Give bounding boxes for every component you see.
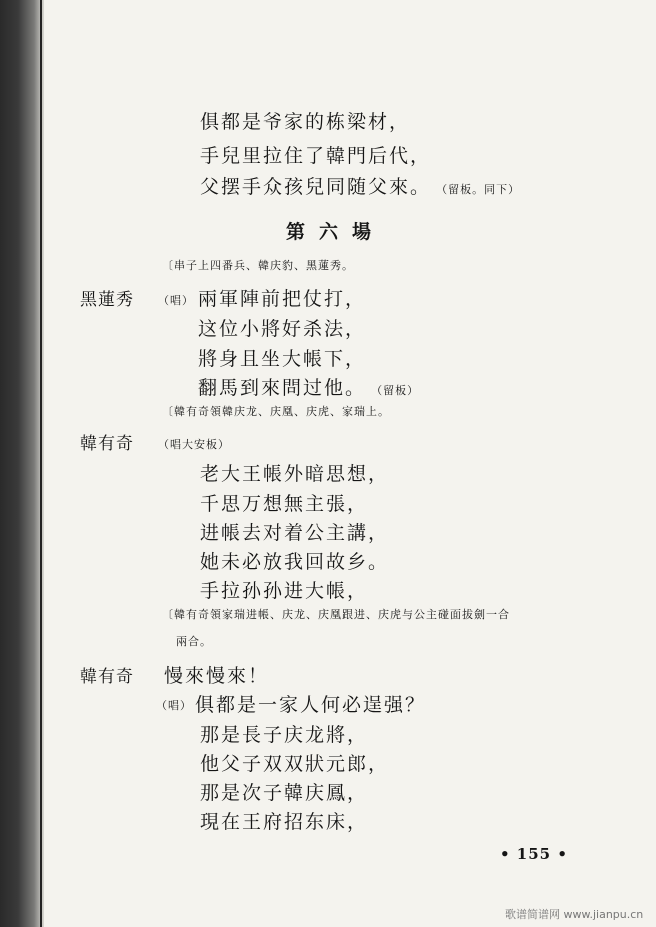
- singing-mode: （唱）: [158, 294, 194, 307]
- verse-line: 手拉孙孙进大帳，: [200, 580, 369, 602]
- stage-direction: 〔韓有奇領韓庆龙、庆凰、庆虎、家瑞上。: [162, 405, 390, 418]
- verse-line: 將身且坐大帳下，: [198, 348, 367, 370]
- verse-line-with-note: [200, 172, 520, 199]
- stage-direction: 〔串子上四番兵、韓庆豹、黑蓮秀。: [162, 259, 354, 272]
- verse-line: 老大王帳外暗思想，: [200, 463, 390, 485]
- verse-line: 她未必放我回故乡。: [200, 551, 390, 573]
- verse-line: 他父子双双狀元郎，: [200, 753, 390, 775]
- stage-note: （留板。同下）: [436, 183, 521, 196]
- speaker-name: 韓有奇: [80, 667, 134, 687]
- verse-text: 翻馬到來問过他。: [198, 377, 367, 399]
- speaker-name: 黑蓮秀: [80, 290, 134, 310]
- spine-edge-line: [40, 0, 42, 927]
- verse-line: 那是次子韓庆鳳，: [200, 782, 369, 804]
- stage-note: （留板）: [371, 384, 420, 397]
- site-watermark: 歌谱简谱网 www.jianpu.cn: [505, 908, 644, 921]
- singing-mode: （唱大安板）: [158, 438, 230, 451]
- singing-mode: （唱）: [156, 699, 192, 712]
- stage-direction: 兩合。: [176, 635, 212, 648]
- verse-line: 千思万想無主張，: [200, 493, 369, 515]
- verse-line: 兩軍陣前把仗打，: [198, 288, 367, 310]
- stage-direction: 〔韓有奇領家瑞进帳、庆龙、庆凰跟进、庆虎与公主碰面拔劍一合: [162, 608, 510, 621]
- verse-line-with-note: [198, 373, 419, 400]
- verse-line: 手兒里拉住了韓門后代，: [200, 145, 432, 167]
- verse-line: 那是長子庆龙將，: [200, 724, 369, 746]
- verse-line: 現在王府招东床，: [200, 811, 369, 833]
- verse-line: 俱都是一家人何必逞强？: [195, 694, 427, 716]
- spoken-line: 慢來慢來！: [164, 665, 270, 687]
- verse-line: 进帳去对着公主講，: [200, 522, 390, 544]
- page-number: • 155 •: [500, 845, 568, 863]
- book-spine-shadow: [0, 0, 44, 927]
- verse-line: 这位小將好杀法，: [198, 318, 367, 340]
- scene-title: 第六場: [286, 221, 386, 243]
- verse-line: 俱都是爷家的栋梁材，: [200, 111, 411, 133]
- speaker-name: 韓有奇: [80, 434, 134, 454]
- verse-text: 父摆手众孩兒同随父來。: [200, 176, 432, 198]
